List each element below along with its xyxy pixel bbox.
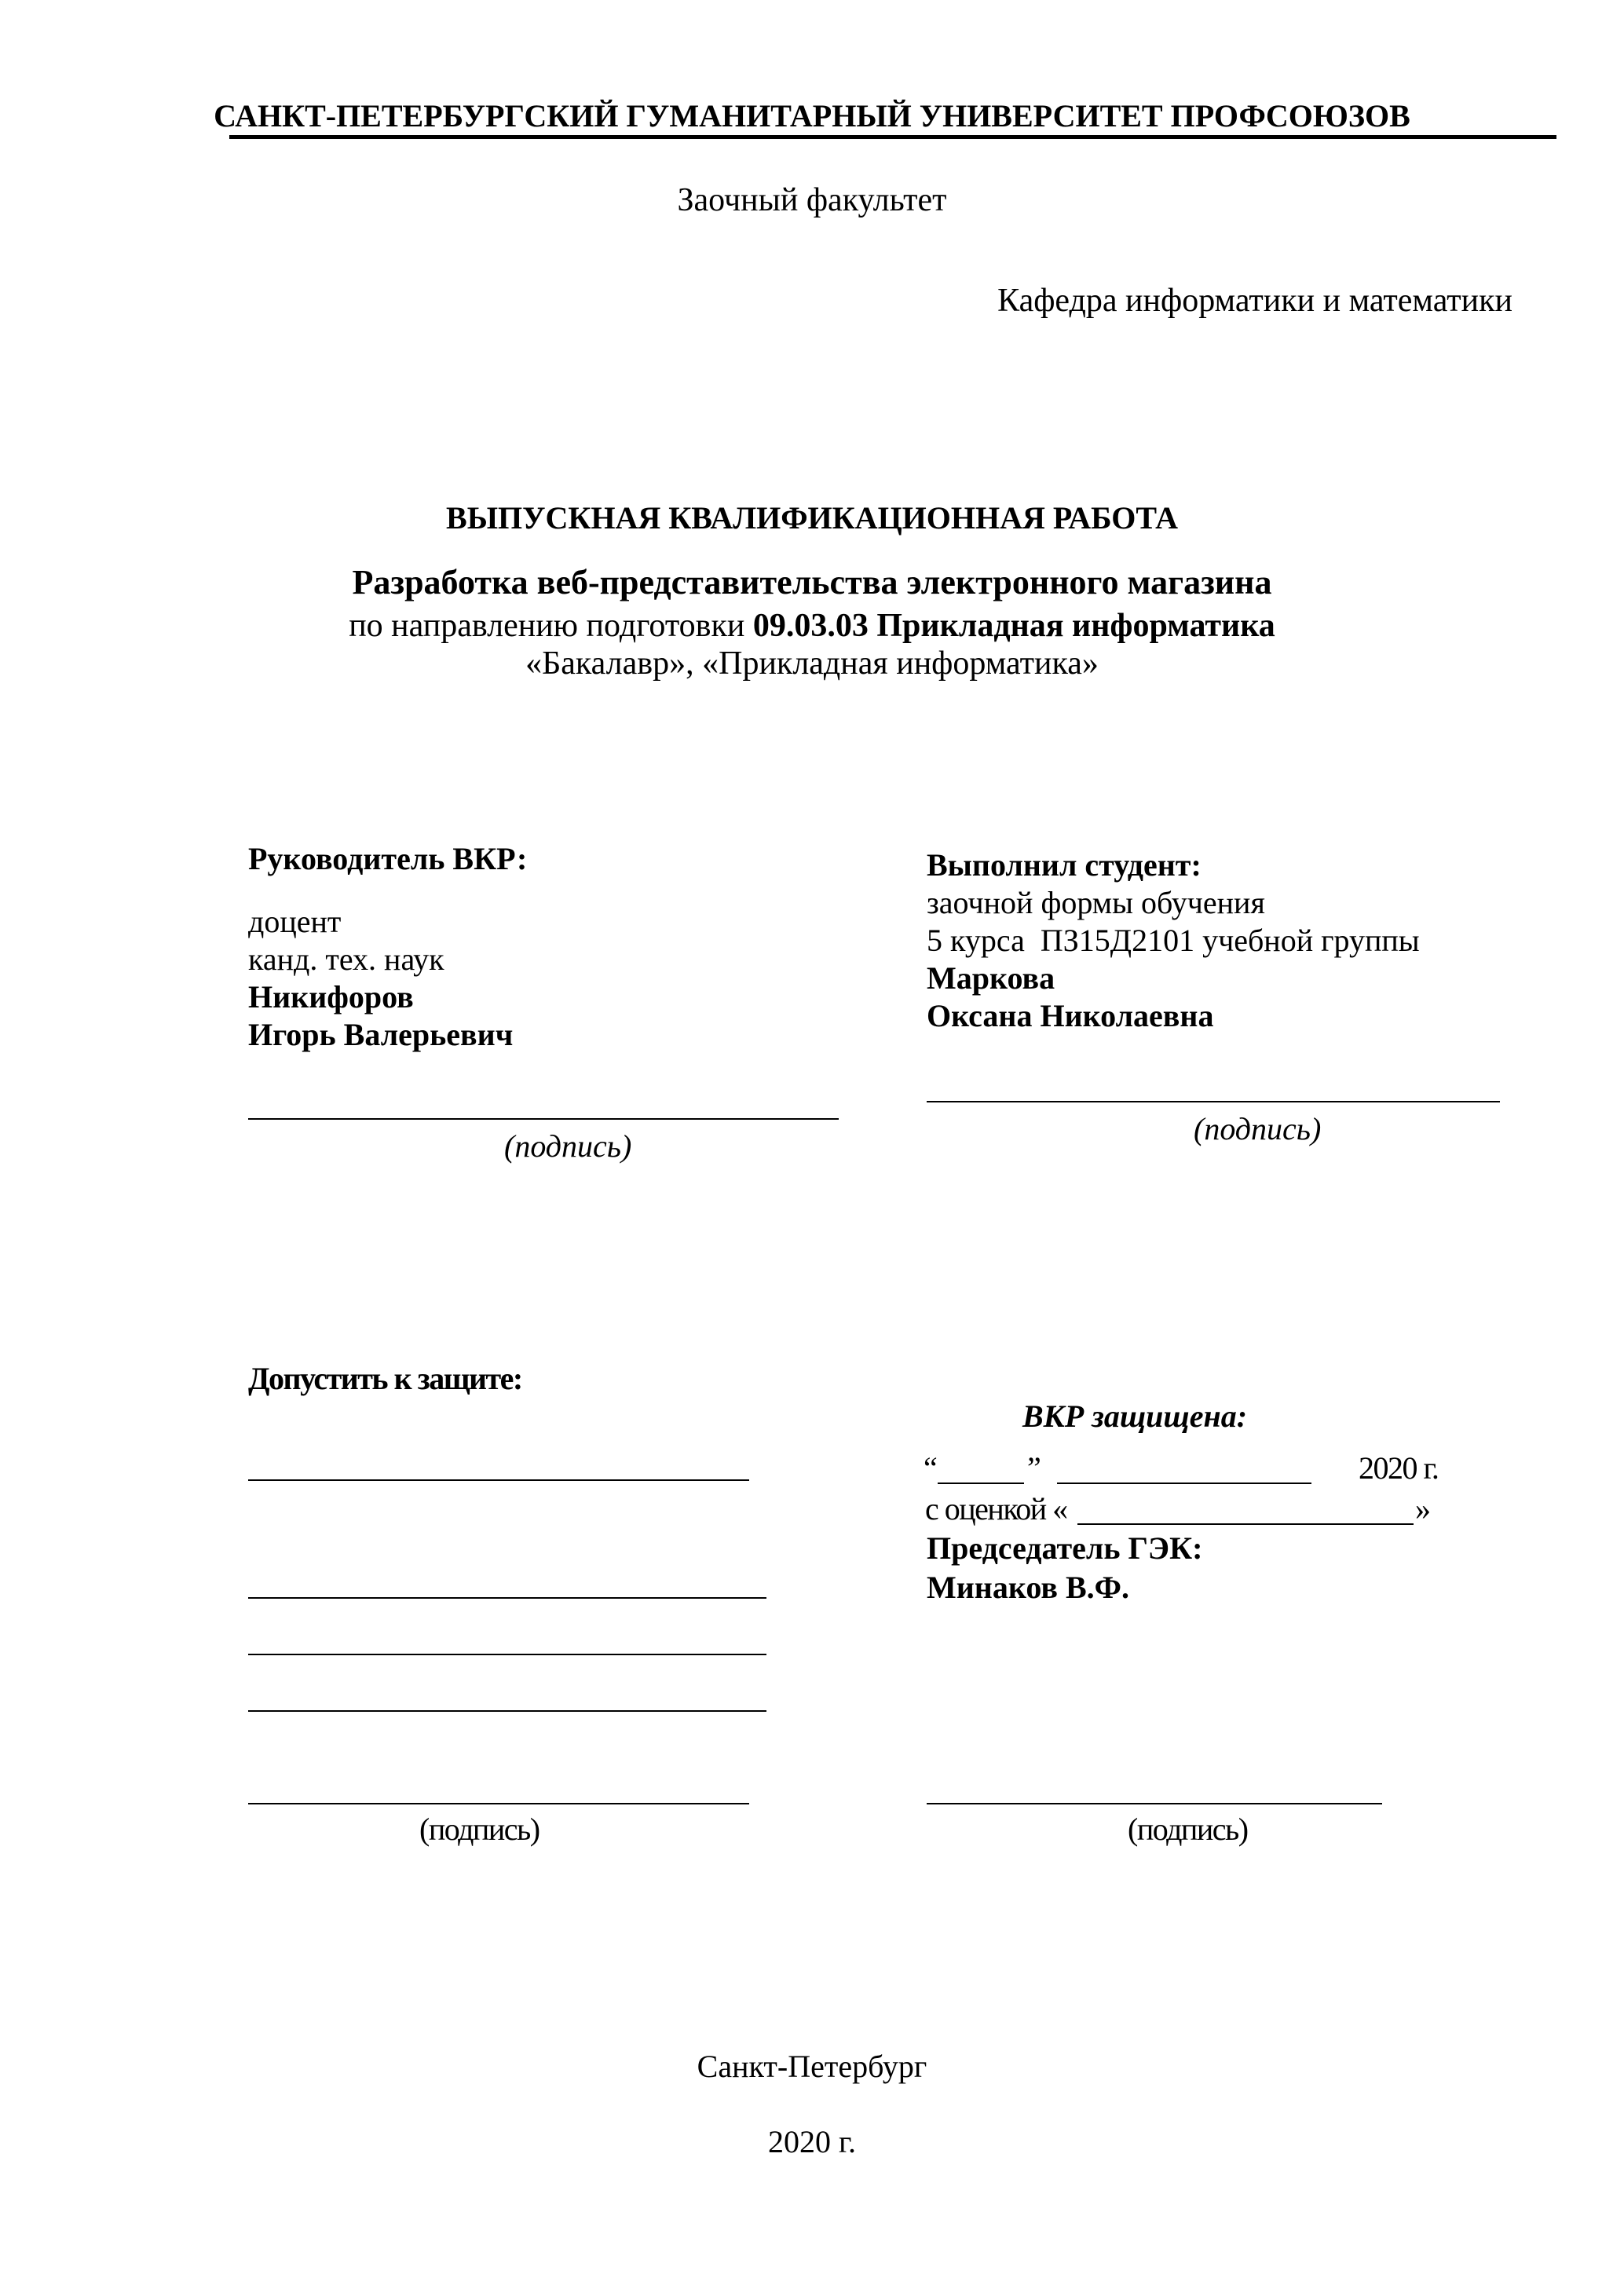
work-type: ВЫПУСКНАЯ КВАЛИФИКАЦИОННАЯ РАБОТА	[446, 500, 1178, 536]
defense-date-close-quote: ”	[1027, 1450, 1041, 1486]
defense-grade-suffix: »	[1415, 1491, 1430, 1526]
student-study-form: заочной формы обучения	[927, 885, 1265, 920]
student-heading: Выполнил студент:	[927, 847, 1202, 883]
university-name: САНКТ-ПЕТЕРБУРГСКИЙ ГУМАНИТАРНЫЙ УНИВЕРСИТЕТ ПРОФСОЮЗОВ	[214, 98, 1410, 133]
gek-chair-title: Председатель ГЭК:	[927, 1530, 1203, 1566]
study-direction	[0, 606, 1624, 645]
year: 2020 г.	[768, 2124, 856, 2159]
defense-grade-prefix: с оценкой «	[925, 1491, 1067, 1526]
defense-month-blank	[1057, 1483, 1311, 1484]
admission-signature-label: (подпись)	[419, 1812, 540, 1847]
defense-day-blank	[938, 1483, 1024, 1484]
work-topic: Разработка веб-представительства электронного магазина	[352, 563, 1272, 601]
defense-grade-blank	[1077, 1523, 1414, 1525]
city: Санкт-Петербург	[697, 2049, 927, 2084]
admission-line-3	[248, 1654, 766, 1655]
defense-date-open-quote: “	[924, 1450, 937, 1486]
supervisor-degree: канд. тех. наук	[248, 941, 444, 977]
admission-heading: Допустить к защите:	[248, 1361, 522, 1396]
faculty-name: Заочный факультет	[677, 182, 947, 218]
degree-program: «Бакалавр», «Прикладная информатика»	[525, 645, 1099, 682]
department-name: Кафедра информатики и математики	[997, 283, 1512, 319]
supervisor-signature-line	[248, 1118, 839, 1120]
admission-line-4	[248, 1710, 766, 1712]
header-rule	[229, 135, 1556, 139]
gek-chair-name: Минаков В.Ф.	[927, 1570, 1130, 1605]
direction-prefix: по направлению подготовки	[349, 608, 753, 644]
student-name: Оксана Николаевна	[927, 998, 1214, 1033]
admission-line-2	[248, 1597, 766, 1599]
supervisor-surname: Никифоров	[248, 979, 414, 1015]
defense-heading: ВКР защищена:	[1022, 1398, 1248, 1434]
supervisor-position: доцент	[248, 904, 342, 939]
supervisor-signature-label: (подпись)	[504, 1128, 632, 1164]
student-surname: Маркова	[927, 960, 1055, 996]
defense-signature-line	[927, 1803, 1382, 1804]
supervisor-heading: Руководитель ВКР:	[248, 841, 528, 876]
direction-code: 09.03.03 Прикладная информатика	[752, 608, 1275, 644]
student-group: 5 курса ПЗ15Д2101 учебной группы	[927, 923, 1420, 958]
defense-year: 2020 г.	[1359, 1450, 1439, 1486]
defense-signature-label: (подпись)	[1128, 1812, 1248, 1847]
student-signature-line	[927, 1101, 1500, 1102]
admission-line-1	[248, 1479, 749, 1481]
supervisor-name: Игорь Валерьевич	[248, 1017, 514, 1052]
student-signature-label: (подпись)	[1194, 1111, 1322, 1146]
admission-signature-line	[248, 1803, 749, 1804]
